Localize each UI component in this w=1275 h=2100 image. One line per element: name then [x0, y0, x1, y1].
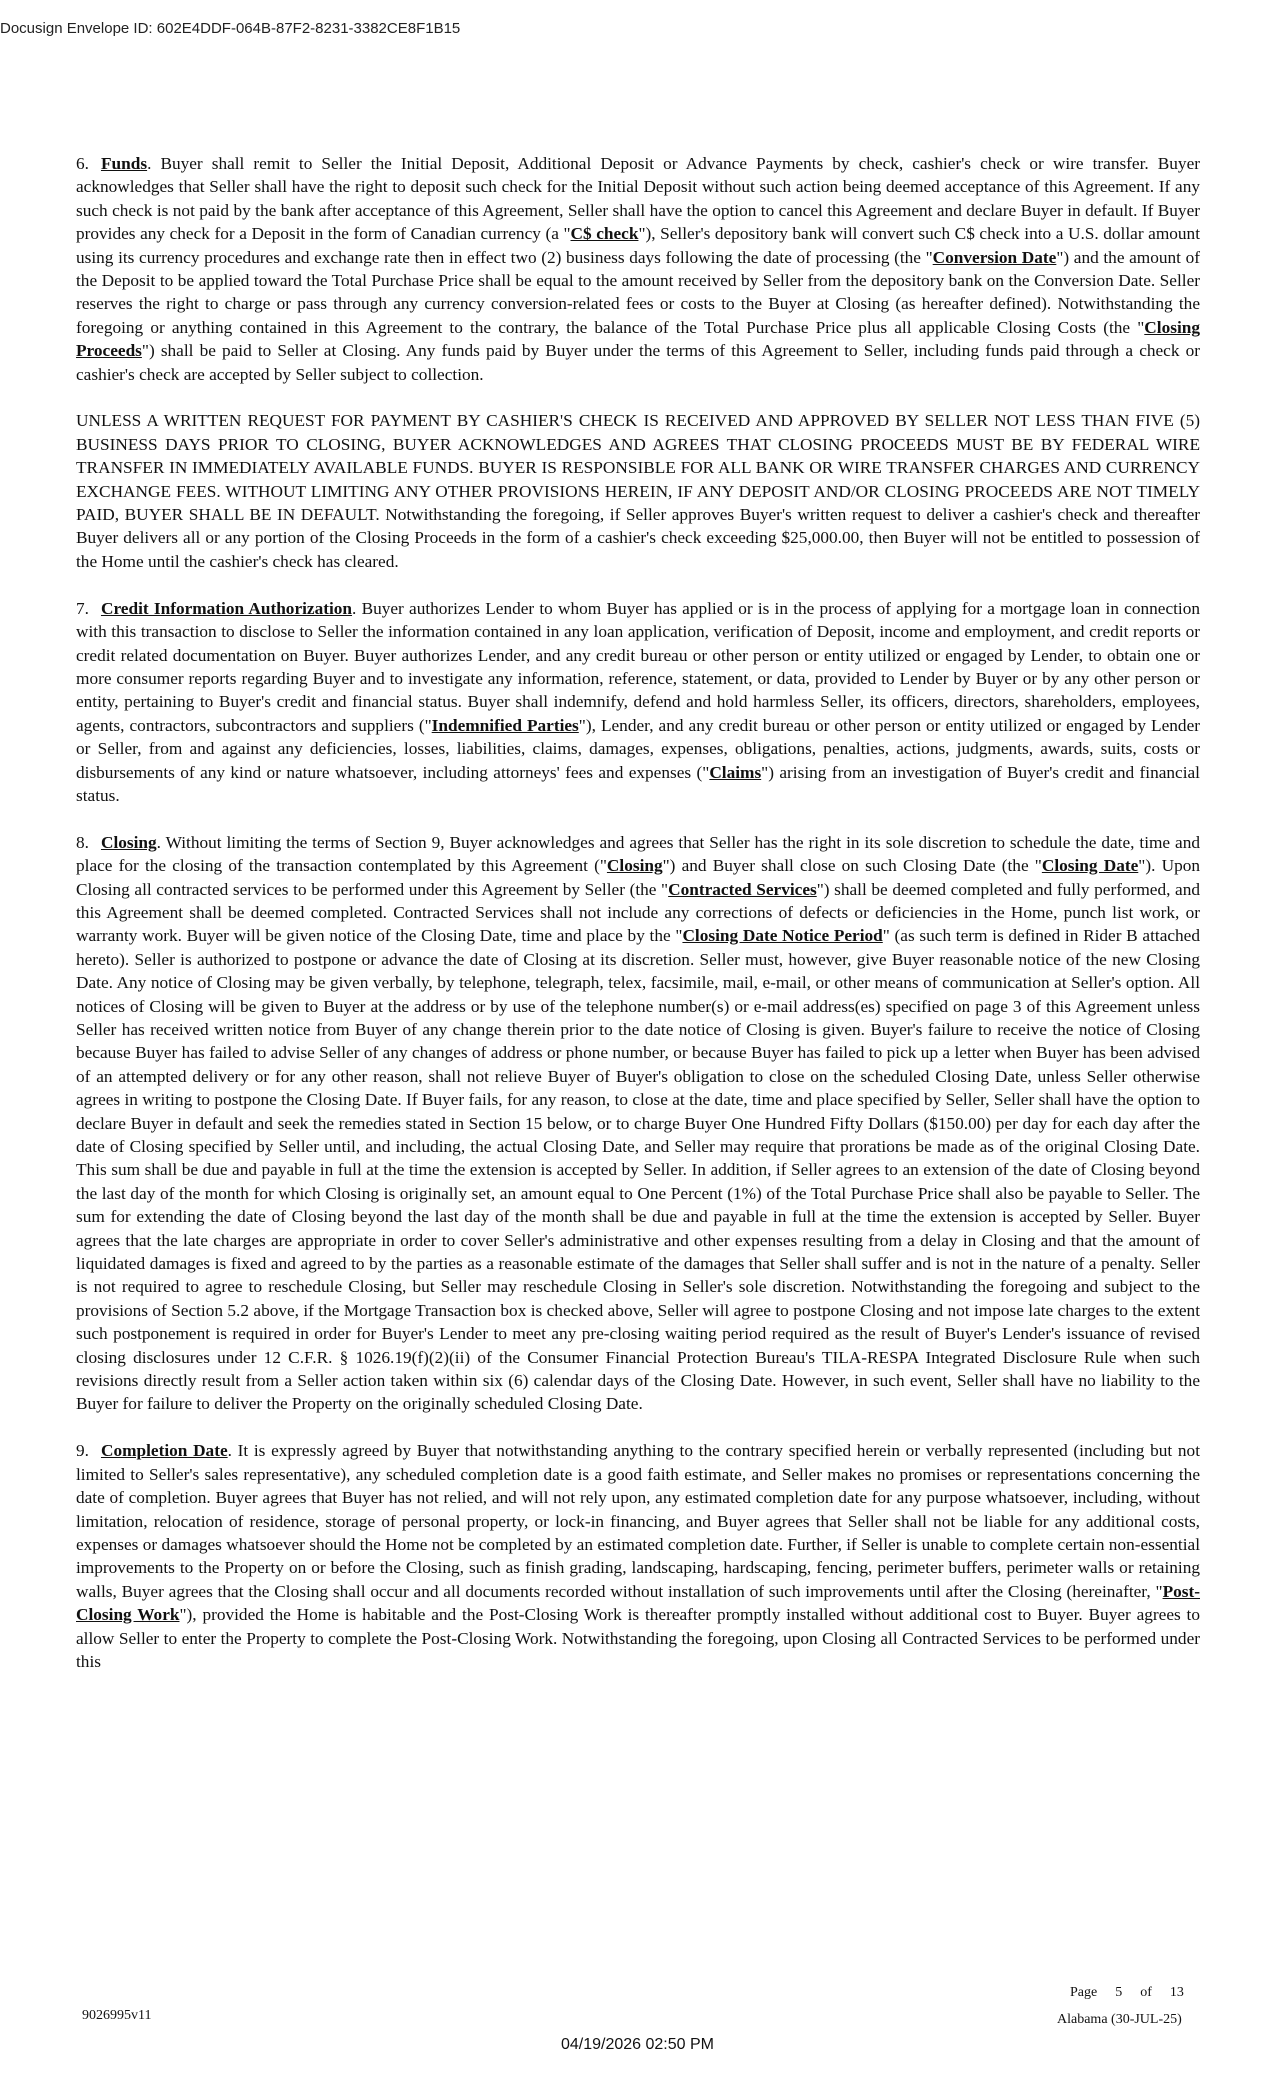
section-text: "). Upon Closing all contracted services to be performed under this Agreement by Seller (the " — [76, 856, 1201, 899]
section-text: . Buyer shall remit to Seller the Initial Deposit, Additional Deposit or Advance Payments by check, cashier's check or wire transfer. Buyer acknowledges that Seller shall have the right to deposit such check for the Initial Deposit without such action being deemed acceptance of this Agreement. If any such check is not paid by the bank after acceptance of this Agreement, Seller shall have the option to cancel this Agreement and declare Buyer in default. If Buyer provides any check for a Deposit in the form of Canadian currency (a " — [76, 154, 1200, 244]
section-text: "), provided the Home is habitable and the Post-Closing Work is thereafter promptly installed without additional cost to Buyer. Buyer agrees to allow Seller to enter the Property to complete the Post-Closing Work. Notwithstanding the foregoing, upon Closing all Contracted Services to be performed under this — [76, 1605, 1200, 1671]
section-heading: Funds — [100, 154, 148, 173]
defined-term: Indemnified Parties — [431, 715, 579, 735]
defined-term: Claims — [709, 762, 762, 782]
section-text: . It is expressly agreed by Buyer that notwithstanding anything to the contrary specified herein or verbally represented (including but not limited to Seller's sales representative), any scheduled completion date is a good faith estimate, and Seller makes no promises or representations concerning the date of completion. Buyer agrees that Buyer has not relied, and will not rely upon, any estimated completion date for any purpose whatsoever, including, without limitation, relocation of residence, storage of personal property, or lock-in financing, and Buyer agrees that Seller shall not be liable for any additional costs, expenses or damages whatsoever should the Home not be completed by an estimated completion date. Further, if Seller is unable to complete certain non-essential improvements to the Property on or before the Closing, such as finish grading, landscaping, hardscaping, fencing, perimeter buffers, perimeter walls or retaining walls, Buyer agrees that the Closing shall occur and all documents recorded without installation of such improvements until after the Closing (hereinafter, " — [76, 1441, 1200, 1601]
page-label: Page — [1070, 1985, 1098, 2000]
section-text: "), Seller's depository bank will convert such C$ check into a U.S. dollar amount using its currency procedures and exchange rate then in effect two (2) business days following the date of processing (the " — [76, 224, 1200, 267]
section-heading: Closing — [100, 832, 157, 852]
defined-term: Contracted Services — [668, 879, 817, 899]
defined-term: Closing Date Notice Period — [682, 926, 883, 946]
section-6-funds — [76, 152, 1200, 386]
section-number: 9. — [76, 1441, 89, 1461]
document-body — [76, 152, 1200, 1697]
section-number: 7. — [76, 598, 89, 618]
page-number — [1070, 1985, 1184, 2001]
form-state-version: Alabama (30-JUL-25) — [1057, 2012, 1182, 2027]
section-7-credit-information — [76, 597, 1200, 808]
signature-timestamp: 04/19/2026 02:50 PM — [560, 2036, 714, 2053]
section-text: . Without limiting the terms of Section 9, Buyer acknowledges and agrees that Seller has the right in its sole discretion to schedule the date, time and place for the closing of the transaction contemplated by this Agreement (" — [76, 832, 1200, 876]
section-text: ") and Buyer shall close on such Closing Date (the " — [662, 856, 1042, 876]
defined-term: Closing — [606, 856, 663, 876]
section-text: ") shall be paid to Seller at Closing. Any funds paid by Buyer under the terms of this Agreement to Seller, including funds paid through a check or cashier's check are accepted by Seller subject to collection. — [76, 341, 1200, 384]
section-text: . Buyer authorizes Lender to whom Buyer has applied or is in the process of applying for a mortgage loan in connection with this transaction to disclose to Seller the information contained in any loan application, verification of Deposit, income and employment, and credit reports or credit related documentation on Buyer. Buyer authorizes Lender, and any credit bureau or other person or entity utilized or engaged by Lender, to obtain one or more consumer reports regarding Buyer and to investigate any information, reference, statement, or data, provided to Lender by Buyer or by any other person or entity, pertaining to Buyer's credit and financial status. Buyer shall indemnify, defend and hold harmless Seller, its officers, directors, shareholders, employees, agents, contractors, subcontractors and suppliers (" — [76, 598, 1200, 735]
section-heading: Completion Date — [100, 1441, 228, 1461]
section-9-completion-date — [76, 1439, 1200, 1673]
page-of-label: of — [1140, 1985, 1152, 2000]
section-text: ") arising from an investigation of Buyer's credit and financial status. — [76, 762, 1200, 805]
section-8-closing — [76, 831, 1200, 1416]
page-total: 13 — [1169, 1985, 1184, 2000]
section-heading: Credit Information Authorization — [100, 598, 353, 618]
section-text: ") and the amount of the Deposit to be applied toward the Total Purchase Price shall be equal to the amount received by Seller from the depository bank on the Conversion Date. Seller reserves the right to charge or pass through any currency conversion-related fees or costs to the Buyer at Closing (as hereafter defined). Notwithstanding the foregoing or anything contained in this Agreement to the contrary, the balance of the Total Purchase Price plus all applicable Closing Costs (the " — [76, 247, 1200, 337]
section-text: "), Lender, and any credit bureau or other person or entity utilized or engaged by Lender or Seller, from and against any deficiencies, losses, liabilities, claims, damages, expenses, obligations, penalties, actions, judgments, awards, suits, costs or disbursements of any kind or nature whatsoever, including attorneys' fees and expenses (" — [76, 715, 1200, 782]
section-text: " (as such term is defined in Rider B attached hereto). Seller is authorized to postpone or advance the date of Closing at its discretion. Seller must, however, give Buyer reasonable notice of the new Closing Date. Any notice of Closing may be given verbally, by telephone, telegraph, telex, facsimile, mail, e-mail, or other means of communication at Seller's option. All notices of Closing will be given to Buyer at the address or by use of the telephone number(s) or e-mail address(es) specified on page 3 of this Agreement unless Seller has received written notice from Buyer of any change therein prior to the date notice of Closing is given. Buyer's failure to receive the notice of Closing because Buyer has failed to advise Seller of any changes of address or phone number, or because Buyer has failed to pick up a letter when Buyer has been advised of an attempted delivery or for any other reason, shall not relieve Buyer of Buyer's obligation to close on the scheduled Closing Date, unless Seller otherwise agrees in writing to postpone the Closing Date. If Buyer fails, for any reason, to close at the date, time and place specified by Seller, Seller shall have the option to declare Buyer in default and seek the remedies stated in Section 15 below, or to charge Buyer One Hundred Fifty Dollars ($150.00) per day for each day after the date of Closing specified by Seller until, and including, the actual Closing Date, and Seller may require that prorations be made as of the original Closing Date. This sum shall be due and payable in full at the time the extension is accepted by Seller. In addition, if Seller agrees to an extension of the date of Closing beyond the last day of the month for which Closing is originally set, an amount equal to One Percent (1%) of the Total Purchase Price shall also be payable to Seller. The sum for extending the date of Closing beyond the last day of the month shall be due and payable in full at the time the extension is accepted by Seller. Buyer agrees that the late charges are appropriate in order to cover Seller's administrative and other expenses resulting from a delay in Closing and that the amount of liquidated damages is fixed and agreed to by the parties as a reasonable estimate of the damages that Seller shall suffer and is not in the nature of a penalty. Seller is not required to agree to reschedule Closing, but Seller may reschedule Closing in Seller's sole discretion. Notwithstanding the foregoing and subject to the provisions of Section 5.2 above, if the Mortgage Transaction box is checked above, Seller will agree to postpone Closing and not impose late charges to the extent such postponement is required in order for Buyer's Lender to meet any pre-closing waiting period required as the result of Buyer's Lender's issuance of revised closing disclosures under 12 C.F.R. § 1026.19(f)(2)(ii) of the Consumer Financial Protection Bureau's TILA-RESPA Integrated Disclosure Rule when such revisions directly result from a Seller action taken within six (6) calendar days of the Closing Date. However, in such event, Seller shall have no liability to the Buyer for failure to deliver the Property on the originally scheduled Closing Date. — [76, 926, 1200, 1414]
defined-term: C$ check — [570, 224, 639, 244]
section-text: ") shall be deemed completed and fully performed, and this Agreement shall be deemed completed. Contracted Services shall not include any corrections of defects or deficiencies in the Home, punch list work, or warranty work. Buyer will be given notice of the Closing Date, time and place by the " — [76, 879, 1200, 946]
section-6-wire-notice — [76, 409, 1200, 573]
defined-term: Closing Date — [1041, 856, 1139, 876]
defined-term: Post-Closing Work — [76, 1581, 1200, 1625]
section-number: 8. — [76, 832, 89, 852]
defined-term: Closing Proceeds — [76, 317, 1200, 361]
page-current: 5 — [1115, 1985, 1123, 2000]
section-number: 6. — [76, 154, 89, 173]
document-version-id: 9026995v11 — [82, 2008, 152, 2023]
envelope-id: Docusign Envelope ID: 602E4DDF-064B-87F2-8231-3382CE8F1B15 — [0, 20, 461, 37]
defined-term: Conversion Date — [932, 247, 1057, 267]
section-text: UNLESS A WRITTEN REQUEST FOR PAYMENT BY CASHIER'S CHECK IS RECEIVED AND APPROVED BY SELLER NOT LESS THAN FIVE (5) BUSINESS DAYS PRIOR TO CLOSING, BUYER ACKNOWLEDGES AND AGREES THAT CLOSING PROCEEDS MUST BE BY FEDERAL WIRE TRANSFER IN IMMEDIATELY AVAILABLE FUNDS. BUYER IS RESPONSIBLE FOR ALL BANK OR WIRE TRANSFER CHARGES AND CURRENCY EXCHANGE FEES. WITHOUT LIMITING ANY OTHER PROVISIONS HEREIN, IF ANY DEPOSIT AND/OR CLOSING PROCEEDS ARE NOT TIMELY PAID, BUYER SHALL BE IN DEFAULT. Notwithstanding the foregoing, if Seller approves Buyer's written request to deliver a cashier's check and thereafter Buyer delivers all or any portion of the Closing Proceeds in the form of a cashier's check exceeding $25,000.00, then Buyer will not be entitled to possession of the Home until the cashier's check has cleared. — [76, 411, 1200, 571]
